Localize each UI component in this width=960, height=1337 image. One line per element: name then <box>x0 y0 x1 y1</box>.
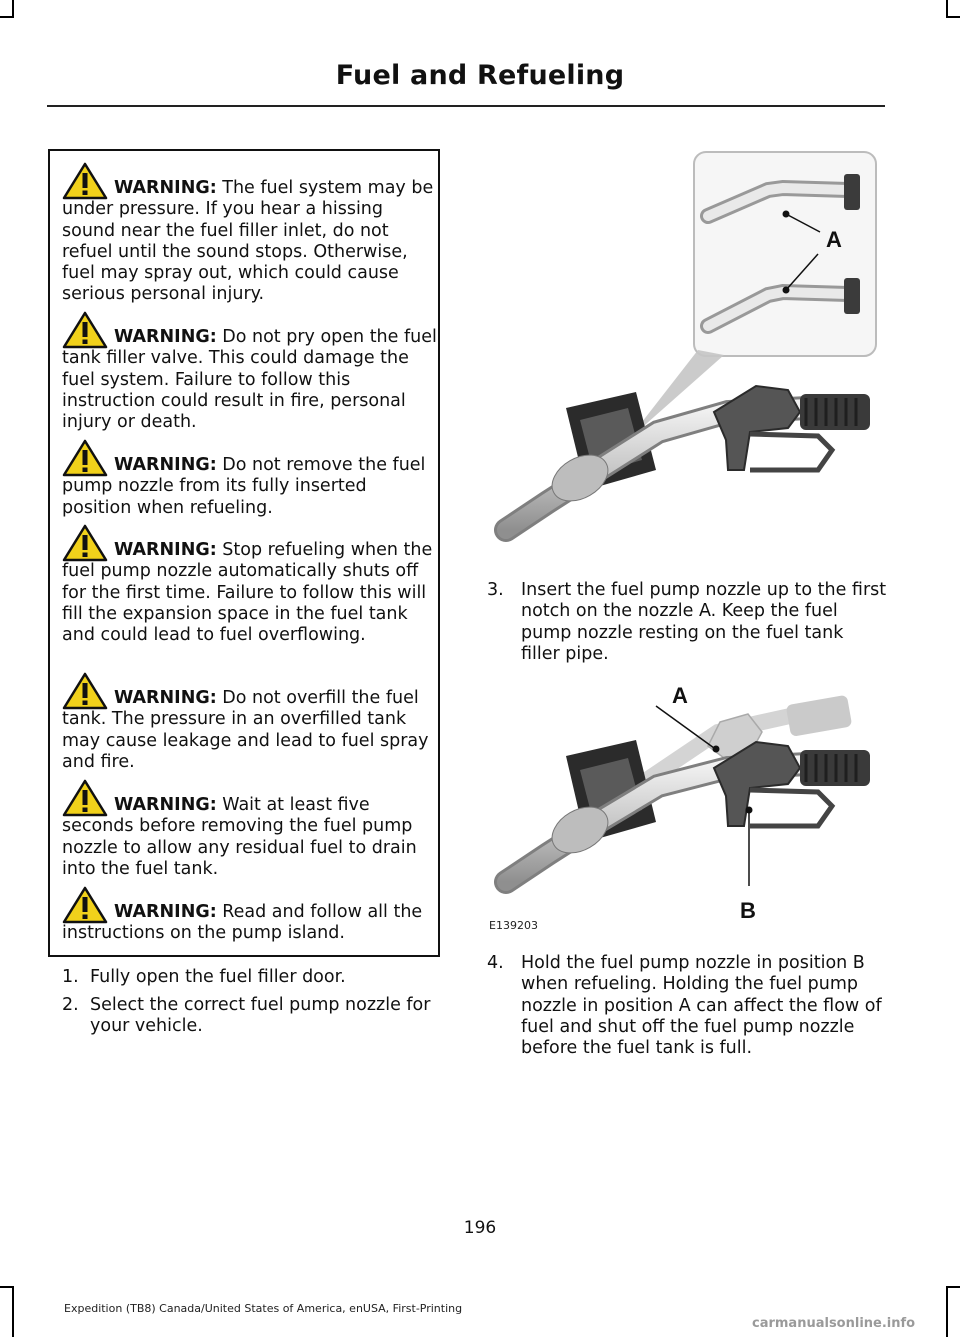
warning-label: WARNING: <box>114 795 217 815</box>
warning-label: WARNING: <box>114 540 217 560</box>
step-item <box>487 580 887 665</box>
callout-b: B <box>740 898 756 923</box>
crop-mark <box>948 1286 960 1288</box>
step-item <box>62 967 442 988</box>
warning-triangle-icon <box>62 779 108 817</box>
warning-item <box>62 902 438 945</box>
callout-a: A <box>826 227 842 252</box>
step-item <box>62 995 454 1038</box>
warning-label: WARNING: <box>114 178 217 198</box>
warning-triangle-icon <box>62 311 108 349</box>
crop-mark <box>0 16 12 18</box>
nozzle-notch-figure <box>488 150 888 550</box>
warning-item <box>62 540 438 646</box>
crop-mark <box>948 16 960 18</box>
warning-item <box>62 688 438 773</box>
footer-text: Expedition (TB8) Canada/United States of America, enUSA, First-Printing <box>64 1302 463 1315</box>
warning-triangle-icon <box>62 524 108 562</box>
warning-text: Read and follow all the instructions on the pump island. <box>62 902 423 944</box>
warning-item <box>62 178 438 306</box>
warning-text: Wait at least five seconds before removing the fuel pump nozzle to allow any residual fuel to drain into the fuel tank. <box>62 795 417 879</box>
header-divider <box>47 105 885 107</box>
step-text: Hold the fuel pump nozzle in position B when refueling. Holding the fuel pump nozzle in position A can affect the flow of fuel and shut off the fuel pump nozzle before the fuel tank is full. <box>521 953 882 1059</box>
step-text: Fully open the fuel filler door. <box>90 967 346 987</box>
nozzle-position-figure <box>488 676 888 926</box>
warning-triangle-icon <box>62 886 108 924</box>
callout-a: A <box>672 683 688 708</box>
crop-mark <box>12 0 14 18</box>
warning-triangle-icon <box>62 439 108 477</box>
warning-item <box>62 795 438 880</box>
warning-text: Stop refueling when the fuel pump nozzle automatically shuts off for the first time. Failure to follow this will fill the expansion space in the fuel tank and could lead to fuel overflowing. <box>62 540 433 646</box>
step-number: 2. <box>62 995 79 1015</box>
warning-text: Do not pry open the fuel tank filler valve. This could damage the fuel system. Failure to follow this instruction could result in fire, personal injury or death. <box>62 327 437 433</box>
warning-label: WARNING: <box>114 902 217 922</box>
warning-item <box>62 327 438 433</box>
step-text: Select the correct fuel pump nozzle for your vehicle. <box>90 995 431 1037</box>
page-title: Fuel and Refueling <box>335 60 625 91</box>
warning-label: WARNING: <box>114 455 217 475</box>
warning-text: Do not overfill the fuel tank. The pressure in an overfilled tank may cause leakage and lead to fuel spray and fire. <box>62 688 429 772</box>
warning-label: WARNING: <box>114 327 217 347</box>
watermark: carmanualsonline.info <box>752 1316 916 1331</box>
page-number: 196 <box>463 1218 497 1238</box>
figure-id: E139203 <box>489 919 538 932</box>
warning-triangle-icon <box>62 672 108 710</box>
step-number: 3. <box>487 580 504 600</box>
crop-mark <box>12 1286 14 1337</box>
crop-mark <box>0 1286 12 1288</box>
warning-text: Do not remove the fuel pump nozzle from its fully inserted position when refueling. <box>62 455 426 518</box>
crop-mark <box>946 1286 948 1337</box>
step-number: 1. <box>62 967 79 987</box>
warning-triangle-icon <box>62 162 108 200</box>
warning-label: WARNING: <box>114 688 217 708</box>
step-number: 4. <box>487 953 504 973</box>
step-item <box>487 953 887 1059</box>
step-text: Insert the fuel pump nozzle up to the first notch on the nozzle A. Keep the fuel pump nozzle resting on the fuel tank filler pipe. <box>521 580 887 664</box>
warning-item <box>62 455 438 519</box>
warning-text: The fuel system may be under pressure. If you hear a hissing sound near the fuel filler inlet, do not refuel until the sound stops. Otherwise, fuel may spray out, which could cause serious personal injury. <box>62 178 434 305</box>
